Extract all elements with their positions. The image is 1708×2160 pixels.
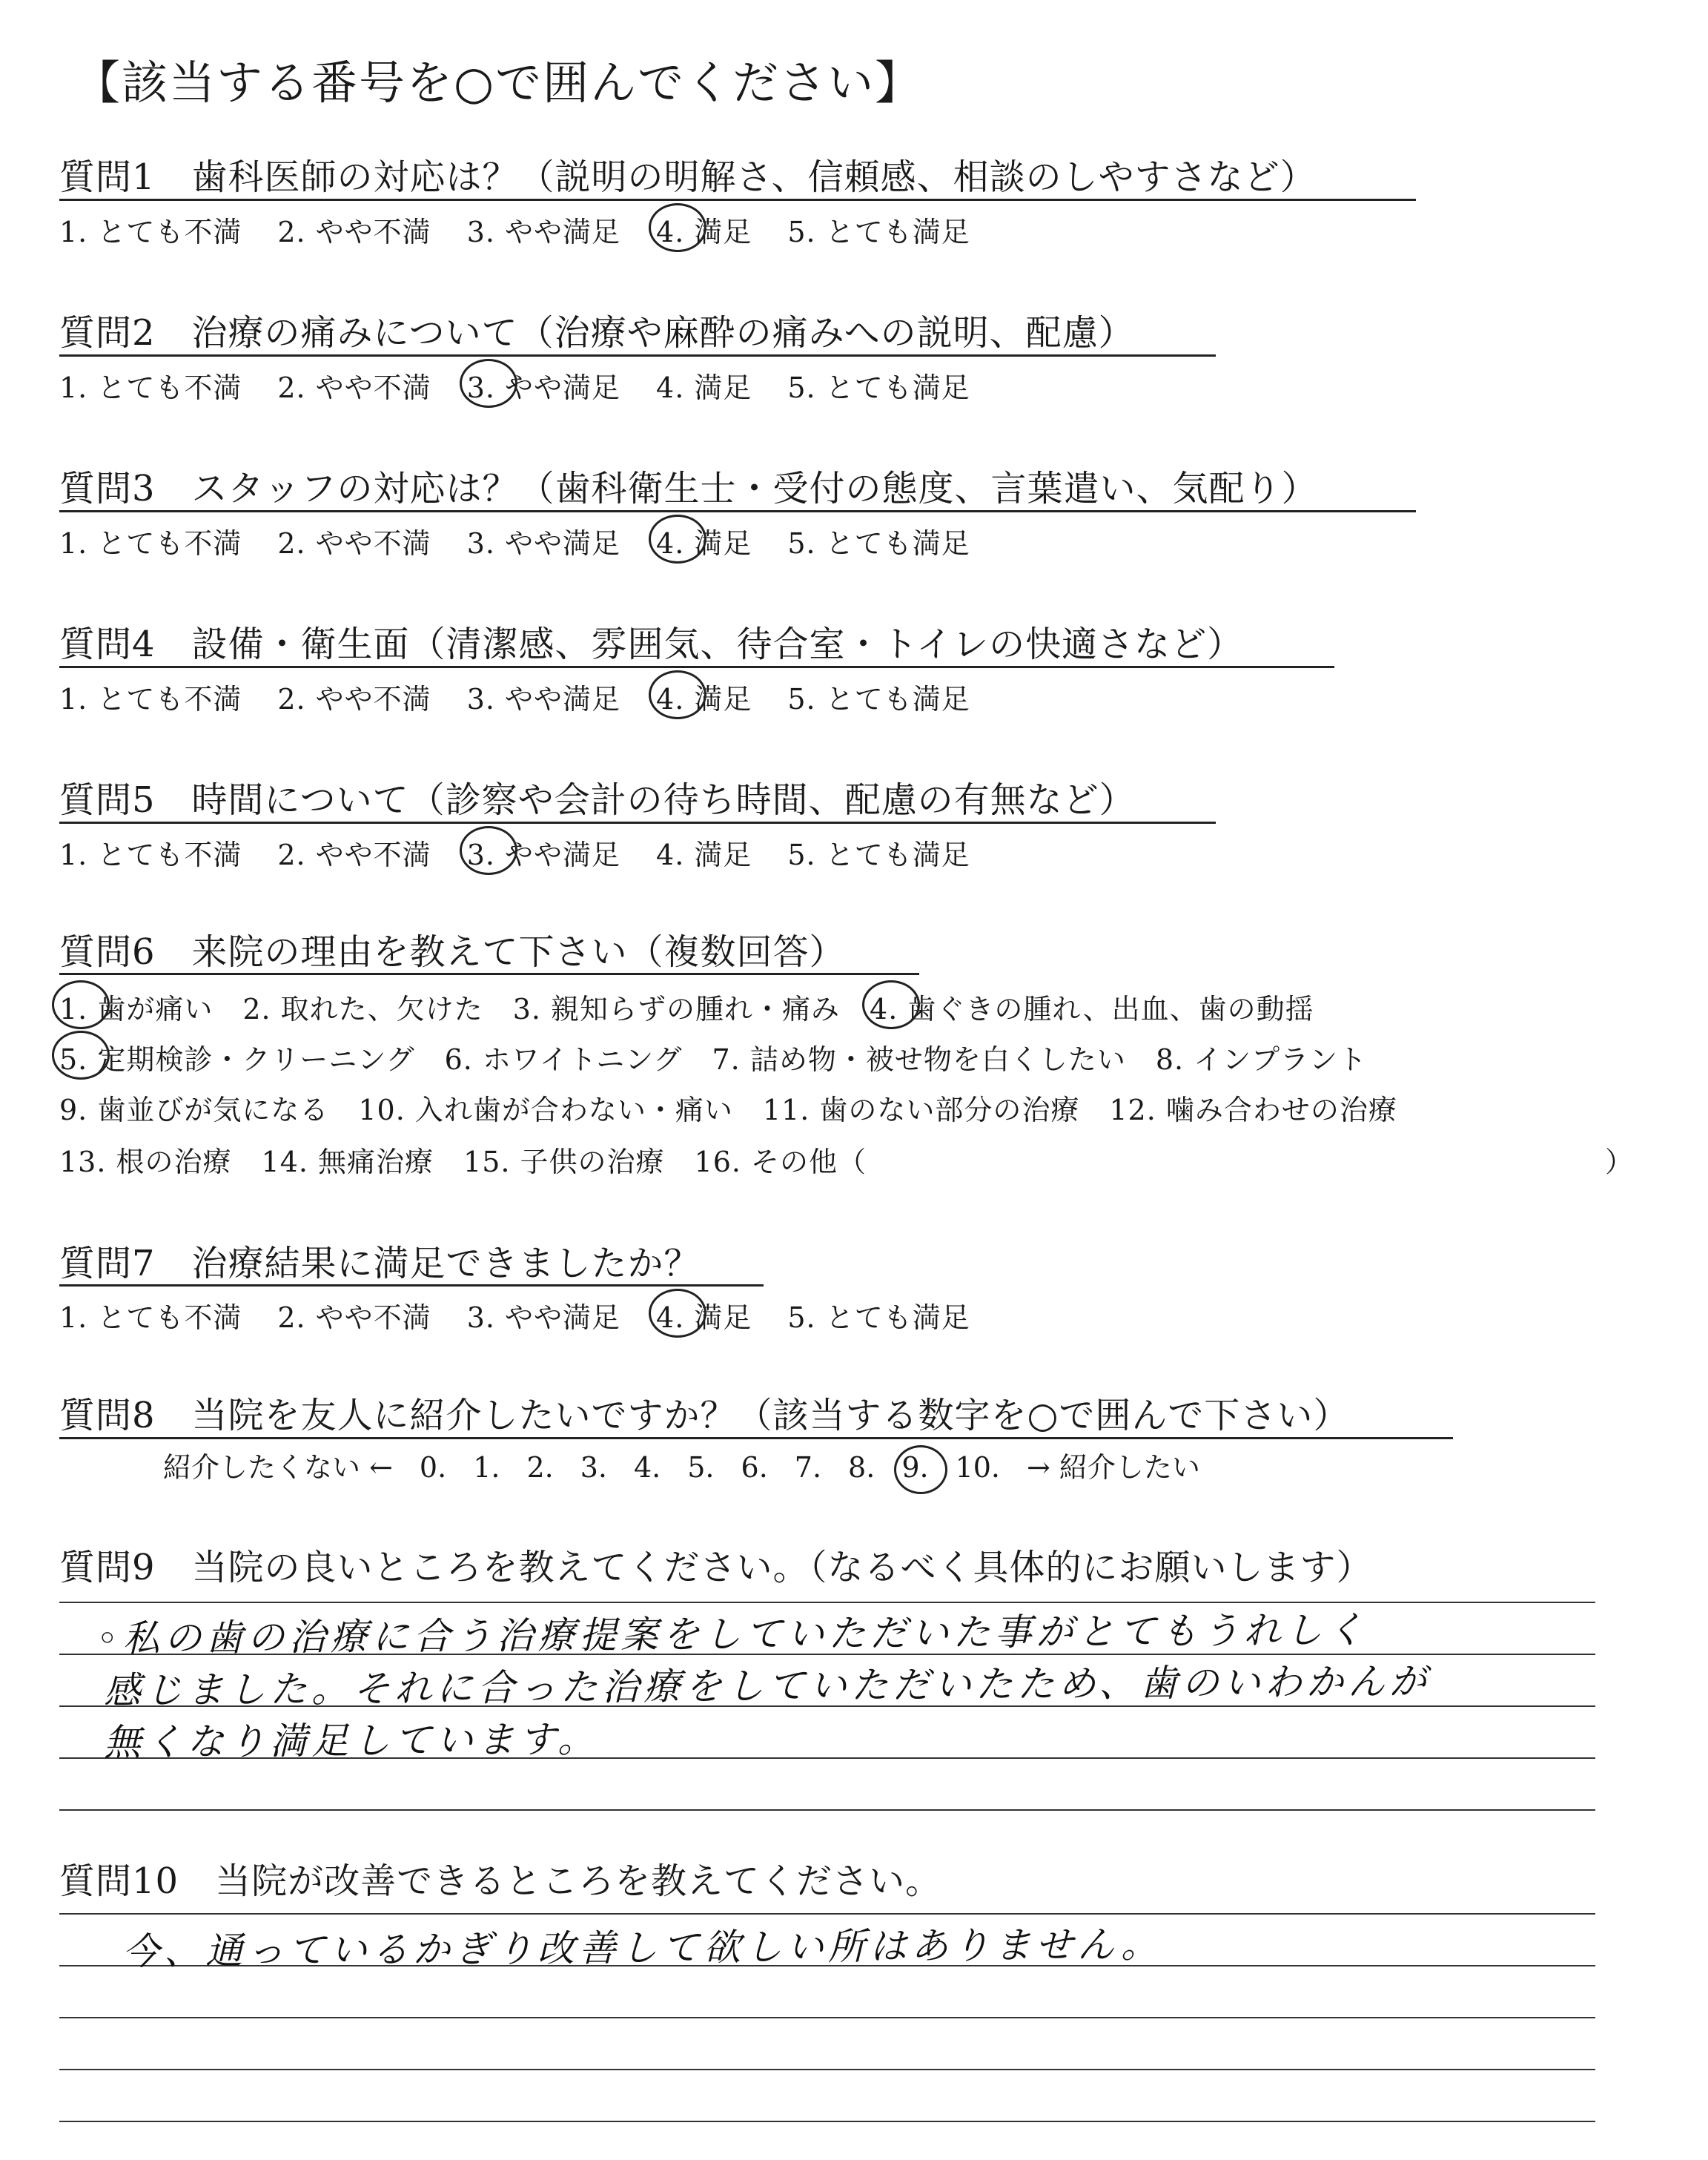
q7-option-2[interactable]: 2. やや不満 [277,1301,431,1334]
q1-option-1[interactable]: 1. とても不満 [59,216,242,248]
q1-heading: 質問1 歯科医師の対応は？（説明の明解さ、信頼感、相談のしやすさなど） [59,156,1317,198]
q6-option-3[interactable]: 3. 親知らずの腫れ・痛み [512,993,841,1025]
q6-option-1[interactable]: 1. 歯が痛い [59,986,213,1027]
q5-option-3[interactable]: 3. やや満足 [467,832,620,873]
q6-options-row-1 [59,986,1344,1027]
q5-option-5[interactable]: 5. とても満足 [787,839,970,871]
q6-option-5[interactable]: 5. 定期検診・クリーニング [59,1037,415,1077]
q3-underline [59,510,1416,512]
q2-options [59,365,970,406]
form-title: 【該当する番号を○で囲んでください】 [74,56,923,110]
q7-options [59,1295,970,1335]
q2-heading: 質問2 治療の痛みについて（治療や麻酔の痛みへの説明、配慮） [59,312,1135,354]
q5-option-1[interactable]: 1. とても不満 [59,839,242,871]
q6-options-row-2 [59,1037,1397,1077]
q5-option-4[interactable]: 4. 満足 [656,839,752,871]
q6-option-2[interactable]: 2. 取れた、欠けた [242,993,483,1025]
q6-option-15[interactable]: 15. 子供の治療 [463,1146,665,1178]
q6-options-row-3 [59,1087,1427,1128]
q7-option-3[interactable]: 3. やや満足 [466,1301,621,1334]
q8-left-label: 紹介したくない ← [163,1451,393,1484]
q4-heading: 質問4 設備・衛生面（清潔感、雰囲気、待合室・トイレの快適さなど） [59,624,1244,665]
q8-option-7[interactable]: 7. [794,1451,822,1484]
q1-underline [59,199,1416,201]
q6-option-11[interactable]: 11. 歯のない部分の治療 [762,1094,1080,1126]
q8-option-1[interactable]: 1. [473,1451,500,1484]
q3-option-5[interactable]: 5. とても満足 [787,527,970,560]
q8-scale [163,1444,1227,1485]
q8-option-0[interactable]: 0. [419,1451,447,1484]
q6-other-closing-paren: ） [1605,1146,1634,1178]
q6-heading: 質問6 来院の理由を教えて下さい（複数回答） [59,931,846,973]
q7-heading: 質問7 治療結果に満足できましたか？ [59,1243,701,1284]
q10-heading: 質問10 当院が改善できるところを教えてください。 [59,1860,942,1902]
q7-option-5[interactable]: 5. とても満足 [787,1301,970,1334]
q1-option-4[interactable]: 4. 満足 [656,209,752,250]
q1-option-5[interactable]: 5. とても満足 [787,216,970,248]
q5-option-2[interactable]: 2. やや不満 [277,839,431,871]
q3-option-3[interactable]: 3. やや満足 [466,527,621,560]
q8-option-9[interactable]: 9. [901,1451,929,1484]
q2-option-2[interactable]: 2. やや不満 [277,371,431,404]
q4-option-1[interactable]: 1. とても不満 [59,683,242,716]
q4-options [59,676,970,717]
q9-heading: 質問9 当院の良いところを教えてください。（なるべく具体的にお願いします） [59,1547,1373,1588]
q9-answer-line-2: 感じました。それに合った治療をしていただいたため、歯のいわかんが [103,1659,1431,1712]
q10-writing-line-5 [59,2121,1595,2122]
q3-heading: 質問3 スタッフの対応は？（歯科衛生士・受付の態度、言葉遣い、気配り） [59,468,1318,509]
q7-option-4[interactable]: 4. 満足 [656,1295,752,1335]
q6-option-4[interactable]: 4. 歯ぐきの腫れ、出血、歯の動揺 [870,986,1314,1027]
q6-option-8[interactable]: 8. インプラント [1155,1043,1368,1076]
q8-option-3[interactable]: 3. [580,1451,607,1484]
q8-option-4[interactable]: 4. [633,1451,661,1484]
q10-writing-line-1 [59,1913,1595,1915]
q8-option-6[interactable]: 6. [741,1451,768,1484]
q7-option-1[interactable]: 1. とても不満 [59,1301,242,1334]
q5-heading: 質問5 時間について（診察や会計の待ち時間、配慮の有無など） [59,779,1136,821]
q10-answer-line-1: 今、通っているかぎり改善して欲しい所はありません。 [122,1923,1163,1973]
q10-writing-line-3 [59,2017,1595,2018]
q6-underline [59,973,919,975]
q6-options-row-4 [59,1139,896,1180]
q1-option-2[interactable]: 2. やや不満 [277,216,431,248]
q8-option-8[interactable]: 8. [848,1451,875,1484]
q5-options [59,832,970,873]
q9-writing-line-5 [59,1809,1595,1811]
q2-option-5[interactable]: 5. とても満足 [787,371,970,404]
q4-option-5[interactable]: 5. とても満足 [787,683,970,716]
q2-option-3[interactable]: 3. やや満足 [467,365,620,406]
q6-option-6[interactable]: 6. ホワイトニング [444,1043,683,1076]
q1-options [59,209,970,250]
q8-heading: 質問8 当院を友人に紹介したいですか？（該当する数字を○で囲んで下さい） [59,1395,1350,1436]
q2-underline [59,354,1216,357]
q8-underline [59,1437,1453,1439]
q8-option-10[interactable]: 10. [955,1451,1001,1484]
q4-option-2[interactable]: 2. やや不満 [277,683,431,716]
q6-option-14[interactable]: 14. 無痛治療 [261,1146,434,1178]
q7-underline [59,1284,764,1287]
q8-option-5[interactable]: 5. [687,1451,715,1484]
q4-option-3[interactable]: 3. やや満足 [466,683,621,716]
q10-writing-line-4 [59,2069,1595,2070]
q3-option-2[interactable]: 2. やや不満 [277,527,431,560]
q4-option-4[interactable]: 4. 満足 [656,676,752,717]
q2-option-4[interactable]: 4. 満足 [656,371,752,404]
q9-answer-line-3: 無くなり満足しています。 [103,1717,600,1764]
q8-option-2[interactable]: 2. [526,1451,554,1484]
q2-option-1[interactable]: 1. とても不満 [59,371,242,404]
q9-answer-line-1: ◦私の歯の治療に合う治療提案をしていただいた事がとてもうれしく [96,1608,1368,1660]
q6-option-16[interactable]: 16. その他（ [694,1146,867,1178]
q8-right-label: → 紹介したい [1027,1451,1200,1484]
q6-option-12[interactable]: 12. 噛み合わせの治療 [1109,1094,1397,1126]
q3-option-1[interactable]: 1. とても不満 [59,527,242,560]
q6-option-13[interactable]: 13. 根の治療 [59,1146,232,1178]
q3-option-4[interactable]: 4. 満足 [656,521,752,561]
q4-underline [59,666,1334,668]
q6-option-9[interactable]: 9. 歯並びが気になる [59,1094,329,1126]
q3-options [59,521,970,561]
q1-option-3[interactable]: 3. やや満足 [466,216,621,248]
q5-underline [59,822,1216,824]
q6-option-10[interactable]: 10. 入れ歯が合わない・痛い [358,1094,733,1126]
q6-option-7[interactable]: 7. 詰め物・被せ物を白くしたい [712,1043,1126,1076]
